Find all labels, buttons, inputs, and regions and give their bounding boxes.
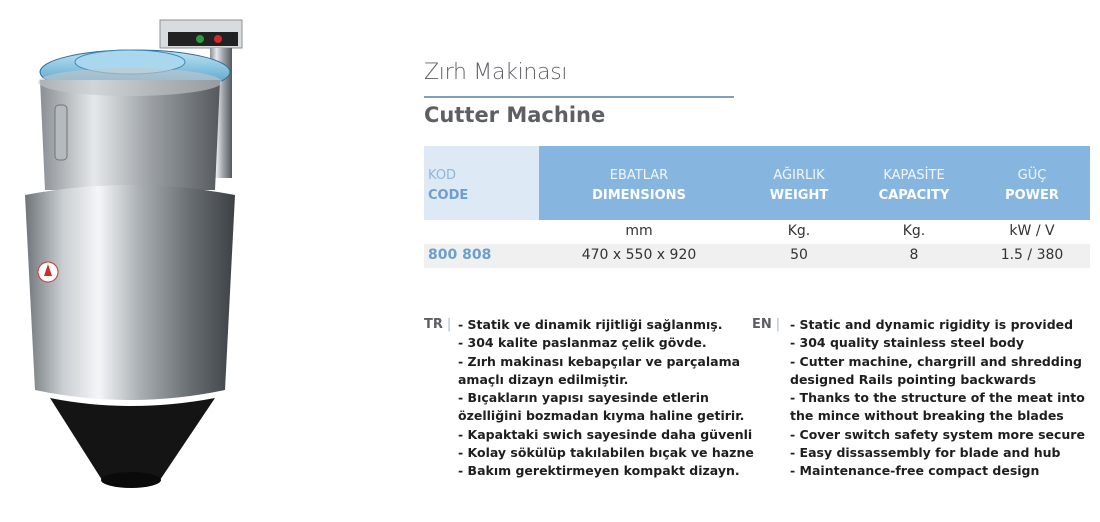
unit-power: kW / V bbox=[1009, 223, 1055, 239]
product-code: 800 808 bbox=[428, 247, 492, 263]
header-dimensions-en: DIMENSIONS bbox=[592, 188, 686, 203]
unit-row bbox=[424, 220, 1090, 244]
header-capacity-tr: KAPASİTE bbox=[883, 168, 945, 183]
desc-en-line: the mince without breaking the blades bbox=[790, 408, 1064, 424]
desc-en-line: - Maintenance-free compact design bbox=[790, 463, 1040, 479]
value-dimensions: 470 x 550 x 920 bbox=[581, 247, 697, 263]
desc-tr-line: - Kapaktaki swich sayesinde daha güvenli bbox=[458, 426, 753, 442]
header-power-en: POWER bbox=[1005, 188, 1059, 203]
desc-tr-label bbox=[424, 316, 451, 334]
table-header bbox=[424, 146, 1090, 220]
desc-en-line: designed Rails pointing backwards bbox=[790, 371, 1037, 387]
desc-tr-line: - 304 kalite paslanmaz çelik gövde. bbox=[458, 335, 707, 351]
desc-en-label bbox=[752, 316, 780, 334]
header-blue-band bbox=[539, 146, 1090, 220]
value-power: 1.5 / 380 bbox=[1000, 247, 1064, 263]
desc-en-label-text: EN bbox=[752, 317, 772, 332]
desc-en-line: - Static and dynamic rigidity is provided bbox=[790, 317, 1074, 332]
desc-tr-line: - Bakım gerektirmeyen kompakt dizayn. bbox=[458, 463, 740, 479]
title-divider bbox=[424, 96, 734, 98]
header-weight-en: WEIGHT bbox=[769, 188, 829, 203]
header-capacity-en: CAPACITY bbox=[878, 188, 950, 203]
header-code-en: CODE bbox=[428, 188, 469, 203]
desc-tr-line: özelliğini bozmadan kıyma haline getirir. bbox=[458, 408, 745, 424]
desc-en-line: - Cover switch safety system more secure bbox=[790, 426, 1085, 442]
desc-tr-line: - Bıçakların yapısı sayesinde etlerin bbox=[458, 390, 709, 406]
desc-en-line: - Easy dissassembly for blade and hub bbox=[790, 445, 1061, 461]
spec-table bbox=[424, 146, 1090, 268]
desc-tr-line: amaçlı dizayn edilmiştir. bbox=[458, 371, 629, 387]
desc-tr-line: - Zırh makinası kebapçılar ve parçalama bbox=[458, 353, 741, 369]
desc-en-line: - Thanks to the structure of the meat into bbox=[790, 390, 1085, 406]
header-code-cell bbox=[424, 146, 539, 220]
desc-tr bbox=[458, 316, 754, 481]
header-code-tr: KOD bbox=[428, 168, 457, 183]
unit-weight: Kg. bbox=[787, 223, 811, 239]
unit-dimensions: mm bbox=[625, 223, 653, 239]
header-power-tr: GÜÇ bbox=[1017, 168, 1047, 183]
value-weight: 50 bbox=[790, 247, 808, 263]
desc-tr-separator: | bbox=[446, 317, 452, 332]
unit-capacity: Kg. bbox=[902, 223, 926, 239]
table-row bbox=[424, 244, 1090, 268]
cutter-machine-image bbox=[10, 10, 260, 505]
desc-en bbox=[790, 316, 1085, 481]
title-english: Cutter Machine bbox=[424, 103, 606, 127]
header-weight-tr: AĞIRLIK bbox=[773, 168, 825, 183]
desc-en-line: - 304 quality stainless steel body bbox=[790, 335, 1024, 351]
title-turkish: Zırh Makinası bbox=[424, 60, 568, 85]
header-dimensions-tr: EBATLAR bbox=[609, 168, 669, 183]
desc-tr-label-text: TR bbox=[424, 317, 443, 332]
desc-en-line: - Cutter machine, chargrill and shredding bbox=[790, 353, 1082, 369]
desc-tr-line: - Kolay sökülüp takılabilen bıçak ve hazne bbox=[458, 445, 754, 461]
desc-tr-line: - Statik ve dinamik rijitliği sağlanmış. bbox=[458, 317, 723, 332]
desc-en-separator: | bbox=[775, 317, 781, 332]
value-capacity: 8 bbox=[909, 247, 919, 263]
